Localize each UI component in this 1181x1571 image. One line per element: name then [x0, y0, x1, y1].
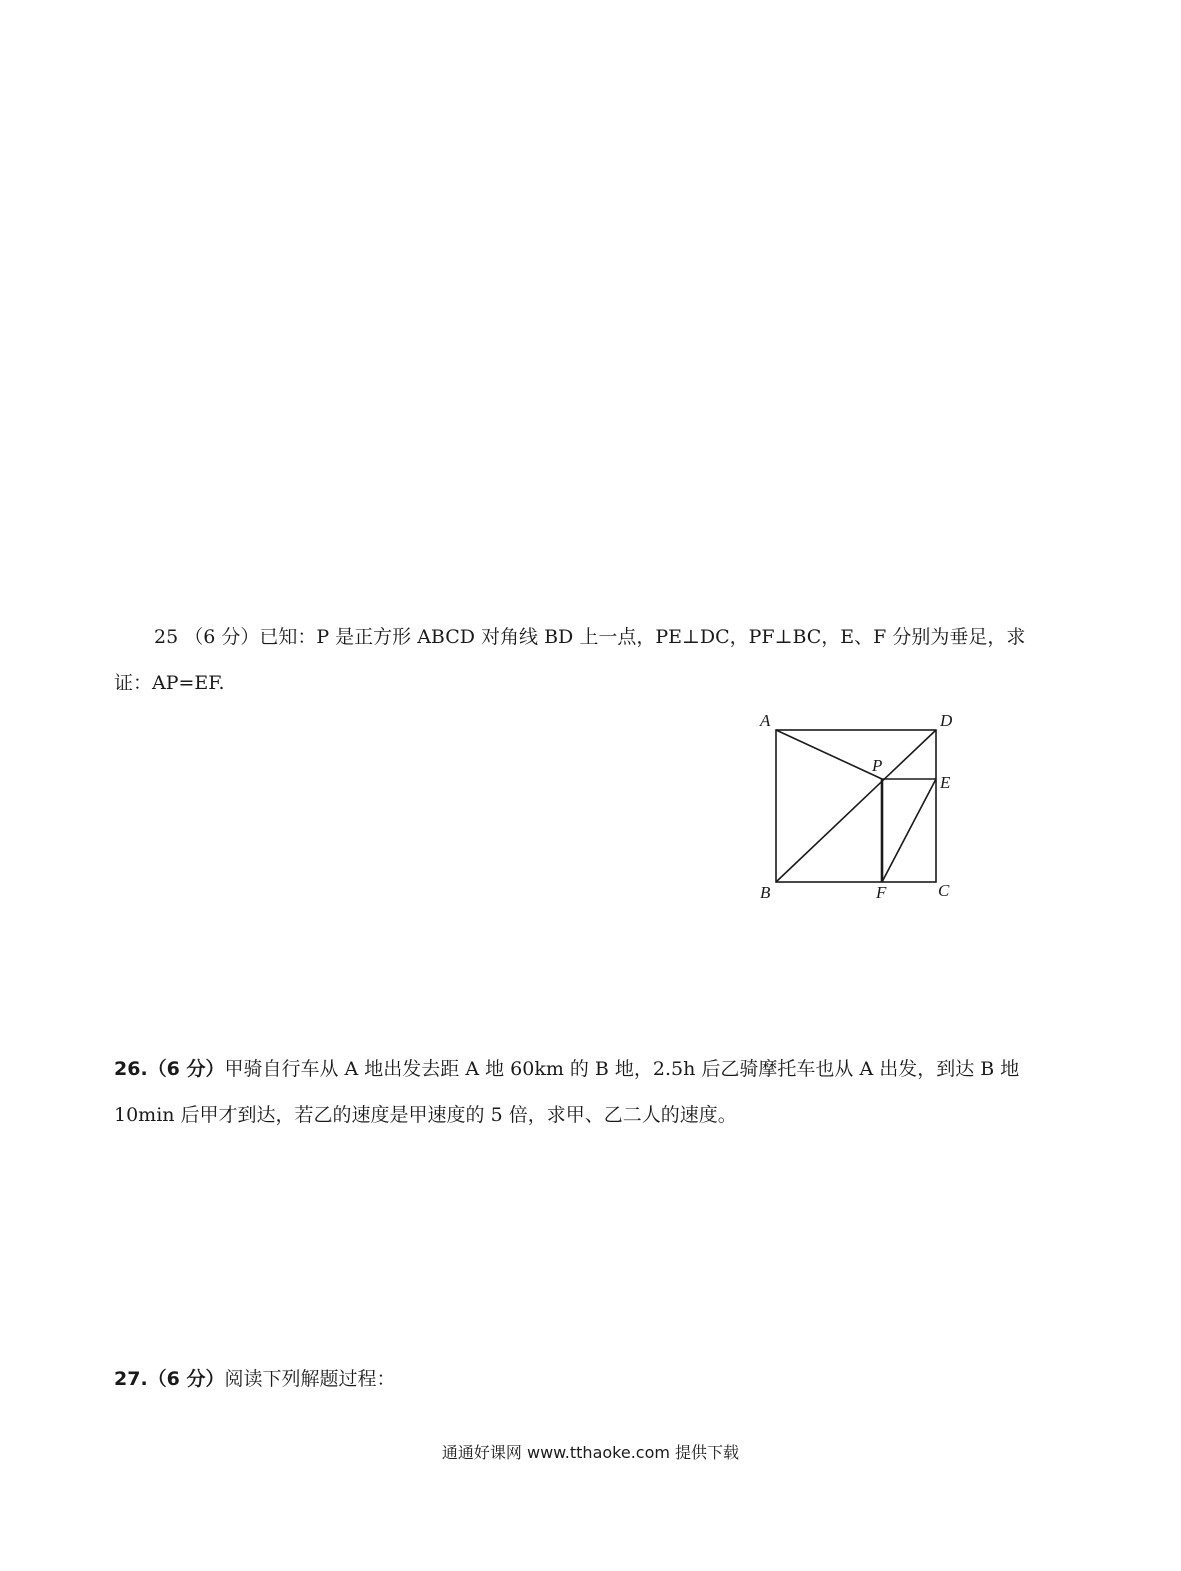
question-27	[114, 1356, 1074, 1402]
question-26-line-1	[114, 1046, 1074, 1092]
square-geometry-figure	[750, 706, 970, 906]
segment-ap	[776, 730, 882, 779]
question-27-text: 阅读下列解题过程：	[224, 1368, 396, 1390]
question-27-number: 27.（6 分）	[114, 1368, 225, 1390]
label-e: E	[940, 773, 951, 792]
label-p: P	[872, 756, 883, 775]
question-26-number: 26.（6 分）	[114, 1058, 225, 1080]
question-26	[114, 1046, 1074, 1138]
question-26-line-2: 10min 后甲才到达，若乙的速度是甲速度的 5 倍，求甲、乙二人的速度。	[114, 1104, 737, 1126]
label-a: A	[760, 711, 771, 730]
question-25-line-1: 25 （6 分）已知：P 是正方形 ABCD 对角线 BD 上一点，PE⊥DC，PF⊥BC，E、F 分别为垂足，求	[154, 626, 1026, 648]
question-25	[114, 614, 1074, 706]
label-b: B	[760, 883, 771, 902]
question-25-line-2: 证：AP=EF.	[114, 672, 225, 694]
label-f: F	[876, 883, 887, 902]
question-27-line-1	[114, 1356, 1074, 1402]
diagonal-bd	[776, 730, 936, 882]
question-26-text: 甲骑自行车从 A 地出发去距 A 地 60km 的 B 地，2.5h 后乙骑摩托车也从 A 出发，到达 B 地	[224, 1058, 1020, 1080]
label-d: D	[940, 711, 953, 730]
page-footer: 通通好课网 www.tthaoke.com 提供下载	[441, 1443, 740, 1462]
figure-svg	[750, 706, 970, 906]
label-c: C	[938, 881, 950, 900]
segment-ef	[882, 779, 936, 882]
